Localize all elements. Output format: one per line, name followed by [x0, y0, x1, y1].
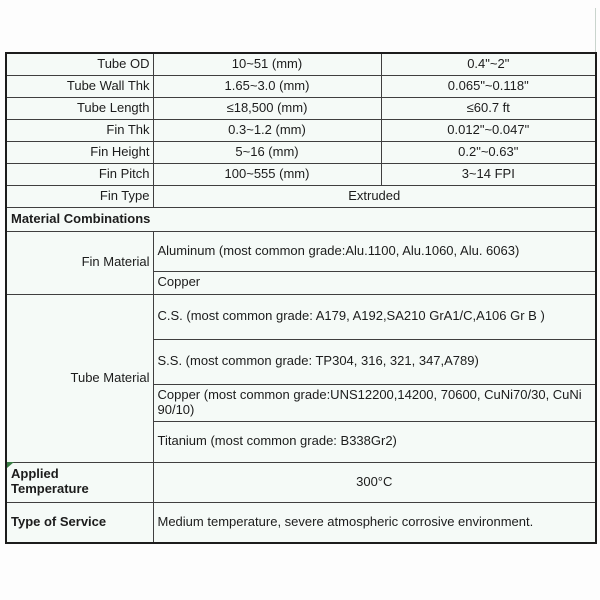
- metric-value: 100~555 (mm): [153, 163, 381, 185]
- row-label: Tube Wall Thk: [6, 75, 153, 97]
- applied-temperature-row: [6, 462, 596, 502]
- tube-material-option: Titanium (most common grade: B338Gr2): [153, 421, 596, 462]
- tube-material-option: S.S. (most common grade: TP304, 316, 321, 347,A789): [153, 339, 596, 384]
- applied-temperature-label-text: Applied Temperature: [11, 466, 89, 496]
- metric-value: 10~51 (mm): [153, 53, 381, 75]
- tube-material-row: [6, 294, 596, 339]
- tube-material-option: Copper (most common grade:UNS12200,14200, 70600, CuNi70/30, CuNi 90/10): [153, 384, 596, 421]
- tube-material-label: Tube Material: [6, 294, 153, 462]
- metric-value: ≤18,500 (mm): [153, 97, 381, 119]
- applied-temperature-value: 300°C: [153, 462, 596, 502]
- section-header-row: [6, 207, 596, 231]
- row-label: Fin Pitch: [6, 163, 153, 185]
- row-label: Tube OD: [6, 53, 153, 75]
- green-corner-artifact: [7, 462, 14, 468]
- type-of-service-label: Type of Service: [6, 502, 153, 543]
- fin-type-row: [6, 185, 596, 207]
- metric-value: 0.3~1.2 (mm): [153, 119, 381, 141]
- fin-type-value: Extruded: [153, 185, 596, 207]
- imperial-value: 3~14 FPI: [381, 163, 596, 185]
- fin-material-row: [6, 231, 596, 271]
- table-row: [6, 97, 596, 119]
- table-row: [6, 163, 596, 185]
- row-label: Tube Length: [6, 97, 153, 119]
- fin-material-option: Copper: [153, 271, 596, 294]
- metric-value: 5~16 (mm): [153, 141, 381, 163]
- fin-material-option: Aluminum (most common grade:Alu.1100, Alu.1060, Alu. 6063): [153, 231, 596, 271]
- table-row: [6, 53, 596, 75]
- table-row: [6, 75, 596, 97]
- applied-temperature-label: [6, 462, 153, 502]
- table-row: [6, 119, 596, 141]
- metric-value: 1.65~3.0 (mm): [153, 75, 381, 97]
- imperial-value: ≤60.7 ft: [381, 97, 596, 119]
- scan-edge-line: [595, 8, 596, 54]
- row-label: Fin Type: [6, 185, 153, 207]
- section-header: Material Combinations: [6, 207, 596, 231]
- imperial-value: 0.4"~2": [381, 53, 596, 75]
- type-of-service-value: Medium temperature, severe atmospheric corrosive environment.: [153, 502, 596, 543]
- row-label: Fin Height: [6, 141, 153, 163]
- imperial-value: 0.065"~0.118": [381, 75, 596, 97]
- imperial-value: 0.012"~0.047": [381, 119, 596, 141]
- fin-material-label: Fin Material: [6, 231, 153, 294]
- type-of-service-row: [6, 502, 596, 543]
- table-row: [6, 141, 596, 163]
- row-label: Fin Thk: [6, 119, 153, 141]
- imperial-value: 0.2"~0.63": [381, 141, 596, 163]
- spec-table: [5, 52, 597, 544]
- tube-material-option: C.S. (most common grade: A179, A192,SA210 GrA1/C,A106 Gr B ): [153, 294, 596, 339]
